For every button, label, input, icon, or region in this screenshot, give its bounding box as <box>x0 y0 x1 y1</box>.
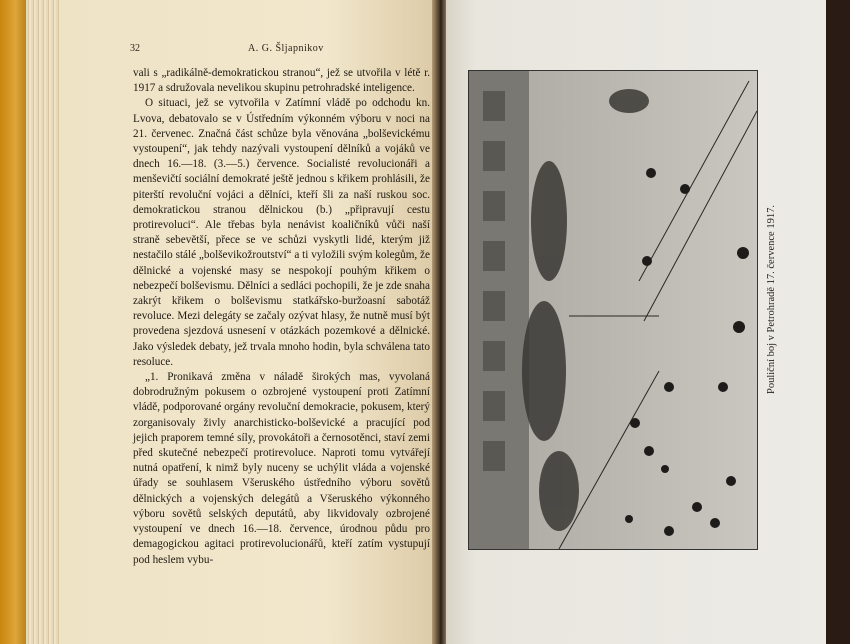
page-number: 32 <box>130 43 140 54</box>
photo-caption: Pouliční boj v Petrohradě 17. července 1917. <box>766 205 777 394</box>
photo-illustration <box>469 71 757 549</box>
right-cover-edge <box>826 0 850 644</box>
book-cover-edge <box>0 0 26 644</box>
street-fight-photo <box>468 70 758 550</box>
paragraph: O situaci, jež se vytvořila v Zatímní vládě po odchodu kn. Lvova, debatovalo se v Ústředním výkonném výboru v noci na 21. červenec. Značná část schůze byla věnována „bolševickému vystoupení“, jak tehdy nazývali vystoupení dělníků a vojáků ve dnech 16.—18. (3.—5.) července. Socialisté revolucionáři a menševičtí sociální demokraté ještě jednou s křikem prohlásili, že piterští revoluční vojáci a dělníci, kteří šli za naší ruskou soc. demokratickou stranou dělnickou (b.) „připravují cestu protirevoluci“. Ale třebas byla nenávist koaličníků vůči naší straně sebevětší, přece se ve schůzi vyskytli lidé, kterým již nestačilo stálé „bolševikožroutství“ a ti vyložili svým kolegům, že dělnické a vojenské masy se nespokojí pouhým křikem o nebezpečí bolševismu. Dělníci a sedláci pochopili, že je zde snaha zakrýt křikem o bolševismu statkářsko-buržoasní sabotáž revoluce. Mezi delegáty se začaly ozývat hlasy, že nutně musí být provedena sjezdová usnesení v otázkách pozemkové a dělnické. Jako výsledek debaty, jež trvala mnoho hodin, byla schválena tato resoluce. <box>133 97 430 368</box>
body-text <box>133 66 430 568</box>
paragraph: vali s „radikálně-demokratickou stranou“, jež se utvořila v létě r. 1917 a sdružovala nevelikou skupinu petrohradské inteligence. <box>133 67 430 95</box>
running-head <box>130 43 432 57</box>
paragraph: „1. Pronikavá změna v náladě širokých mas, vyvolaná dobrodružným pokusem o ozbrojené vystoupení proti Zatímní vládě, podporované orgány revoluční demokracie, pokusem, který zorganisovaly živly anarchisticko-bolševické a pracující pod jejich praporem temné síly, provokátoři a černosotěnci, staví zemi před skutečné nebezpečí protirevoluce. Naproti tomu vytvářejí nutná opatření, k nimž byly nuceny se uchýlit vláda a vojenské úřady se souhlasem Všeruského ústředního výboru sovětů dělnických a vojenských delegátů a Všeruského výkonného výboru sovětů selských deputátů, aby likvidovaly ozbrojené vystoupení ve dnech 16.—18. července, úrodnou půdu pro demagogickou agitaci protirevolucionářů, kteří zatím vystupují pod heslem vybu- <box>133 371 430 566</box>
running-title: A. G. Šljapnikov <box>248 43 324 54</box>
